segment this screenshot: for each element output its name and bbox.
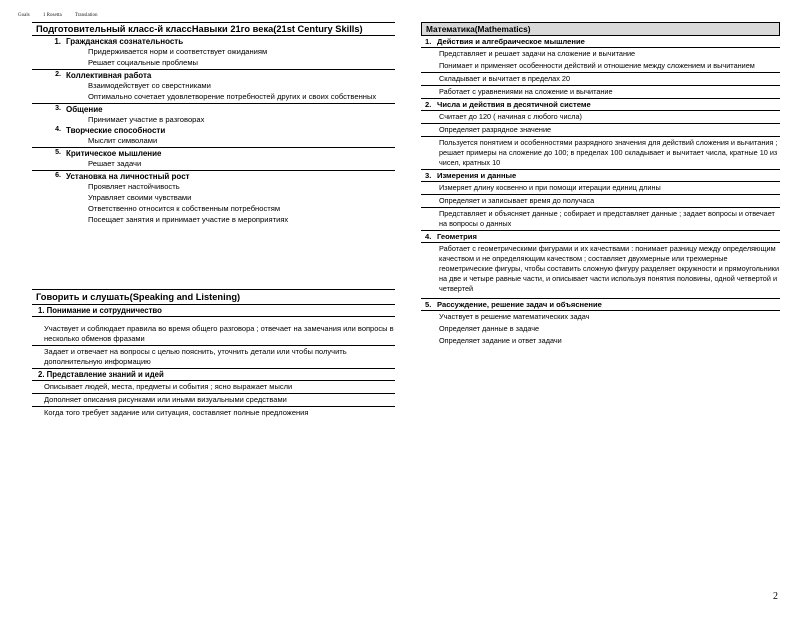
skill-item <box>32 181 395 192</box>
speaking-row: Описывает людей, места, предметы и события ; ясно выражает мысли <box>32 381 395 394</box>
skill-group-title: Общение <box>66 105 103 114</box>
skill-item-text: Принимает участие в разговорах <box>88 115 205 124</box>
math-row: Работает с уравнениями на сложение и вычитание <box>421 86 780 99</box>
speaking-row: Участвует и соблюдает правила во время общего разговора ; отвечает на замечания или вопросы в несколько обменов фразами <box>32 323 395 346</box>
skill-group-number: 1. <box>54 37 61 46</box>
skill-item <box>32 91 395 102</box>
skill-item <box>32 80 395 91</box>
bullet-icon <box>32 203 88 214</box>
math-heading-number: 3. <box>425 171 432 180</box>
skill-item-text: Ответственно относится к собственным потребностям <box>88 204 281 213</box>
header-note-2: 1 Rosetta <box>42 13 62 18</box>
math-row: Определяет разрядное значение <box>421 124 780 137</box>
math-heading-number: 2. <box>425 100 432 109</box>
math-row: Представляет и объясняет данные ; собирает и представляет данные ; задает вопросы и отвечает на вопросы о данных <box>421 208 780 231</box>
page-number: 2 <box>773 591 778 602</box>
skill-group-number: 5. <box>55 149 61 156</box>
speaking-row: Дополняет описания рисунками или иными визуальными средствами <box>32 394 395 407</box>
skill-group-title: Гражданская сознательность <box>66 37 184 46</box>
header-note-3: Translation <box>74 13 98 18</box>
math-heading <box>421 170 780 182</box>
math-row: Определяет и записывает время до получаса <box>421 195 780 208</box>
bullet-icon <box>32 57 88 68</box>
math-heading-number: 1. <box>425 37 432 46</box>
speaking-heading: 1. Понимание и сотрудничество <box>32 305 395 317</box>
bullet-icon <box>32 114 88 125</box>
math-heading <box>421 99 780 111</box>
math-row: Понимает и применяет особенности действий и отношение между сложением и вычитанием <box>421 60 780 73</box>
math-heading-title: Действия и алгебраическое мышление <box>437 37 585 46</box>
skill-item <box>32 158 395 169</box>
skill-item-text: Проявляет настойчивость <box>88 182 180 191</box>
skills-title: Подготовительный класс-й классНавыки 21го века(21st Century Skills) <box>32 22 395 36</box>
math-heading <box>421 36 780 48</box>
math-heading-title: Геометрия <box>437 232 477 241</box>
skill-item <box>32 192 395 203</box>
math-heading-title: Числа и действия в десятичной системе <box>437 100 591 109</box>
skill-item <box>32 46 395 57</box>
skill-group-title: Критическое мышление <box>66 149 162 158</box>
skill-item-text: Решает социальные проблемы <box>88 58 199 67</box>
math-row: Определяет задание и ответ задачи <box>439 336 562 345</box>
math-row: Складывает и вычитает в пределах 20 <box>421 73 780 86</box>
math-heading <box>421 231 780 243</box>
skill-item-text: Взаимодействует со сверстниками <box>88 81 211 90</box>
skill-item <box>32 214 395 225</box>
skill-group-title: Творческие способности <box>66 126 166 135</box>
skill-group-number: 4. <box>55 126 61 133</box>
skill-group-heading <box>32 36 395 46</box>
skill-group-heading <box>32 170 395 181</box>
skill-group-number: 2. <box>55 71 61 78</box>
math-row: Участвует в решение математических задач <box>439 312 590 321</box>
bullet-icon <box>32 91 88 102</box>
skill-item <box>32 57 395 68</box>
math-row: Пользуется понятием и особенностями разрядного значения для действий сложения и вычитания ; решает примеры на сложение до 100; в пределах 100 складывает и вычитает числа, кратные 10 из чисел, кратных 10 <box>421 137 780 170</box>
skills-section <box>32 22 395 225</box>
math-row: Представляет и решает задачи на сложение и вычитание <box>439 49 636 58</box>
math-row: Определяет данные в задаче <box>439 324 540 333</box>
speaking-row: Задает и отвечает на вопросы с целью пояснить, уточнить детали или чтобы получить дополнительную информацию <box>32 346 395 369</box>
skill-item-text: Решает задачи <box>88 159 142 168</box>
speaking-heading: 2. Представление знаний и идей <box>32 369 395 381</box>
skill-group-heading <box>32 125 395 135</box>
math-heading-number: 4. <box>425 232 432 241</box>
skill-item-text: Управляет своими чувствами <box>88 193 192 202</box>
skill-group-title: Установка на личностный рост <box>66 172 190 181</box>
math-section <box>421 22 780 347</box>
bullet-icon <box>32 181 88 192</box>
skill-item-text: Посещает занятия и принимает участие в мероприятиях <box>88 215 289 224</box>
bullet-icon <box>32 46 88 57</box>
bullet-icon <box>32 80 88 91</box>
math-title: Математика(Mathematics) <box>421 22 780 36</box>
bullet-icon <box>32 158 88 169</box>
speaking-title: Говорить и слушать(Speaking and Listening) <box>32 289 395 305</box>
bullet-icon <box>32 214 88 225</box>
math-row: Считает до 120 ( начиная с любого числа) <box>421 111 780 124</box>
skill-group-heading <box>32 147 395 158</box>
bullet-icon <box>32 135 88 146</box>
header-note-1: Goals <box>18 13 30 18</box>
math-heading-title: Измерения и данные <box>437 171 517 180</box>
skill-group-number: 6. <box>55 172 61 179</box>
math-row: Измеряет длину косвенно и при помощи итерации единиц длины <box>421 182 780 195</box>
math-heading-number: 5. <box>425 300 432 309</box>
skill-item-text: Мыслит символами <box>88 136 158 145</box>
skill-item-text: Оптимально сочетает удовлетворение потребностей других и своих собственных <box>88 92 377 101</box>
skill-item <box>32 114 395 125</box>
skill-group-title: Коллективная работа <box>66 71 152 80</box>
skill-item-text: Придерживается норм и соответствует ожиданиям <box>88 47 268 56</box>
math-row: Работает с геометрическими фигурами и их качествами : понимает разницу между определяющим качеством и не определяющим качеством ; составляет двухмерные или трехмерные геометрические фигуры, чтобы составить сложную фигуру разделяет окружности и прямоугольники на две и четыре равные части, и описывает части используя понятия половины, одной четвертой и четвертей <box>439 244 780 293</box>
header-note <box>18 13 109 18</box>
skill-group-heading <box>32 69 395 80</box>
skill-item <box>32 135 395 146</box>
math-heading-title: Рассуждение, решение задач и объяснение <box>437 300 602 309</box>
skill-item <box>32 203 395 214</box>
skill-group-number: 3. <box>55 105 61 112</box>
bullet-icon <box>32 192 88 203</box>
speaking-row: Когда того требует задание или ситуация, составляет полные предложения <box>44 408 309 417</box>
math-heading <box>421 298 780 311</box>
skill-group-heading <box>32 103 395 114</box>
speaking-section <box>32 289 395 419</box>
